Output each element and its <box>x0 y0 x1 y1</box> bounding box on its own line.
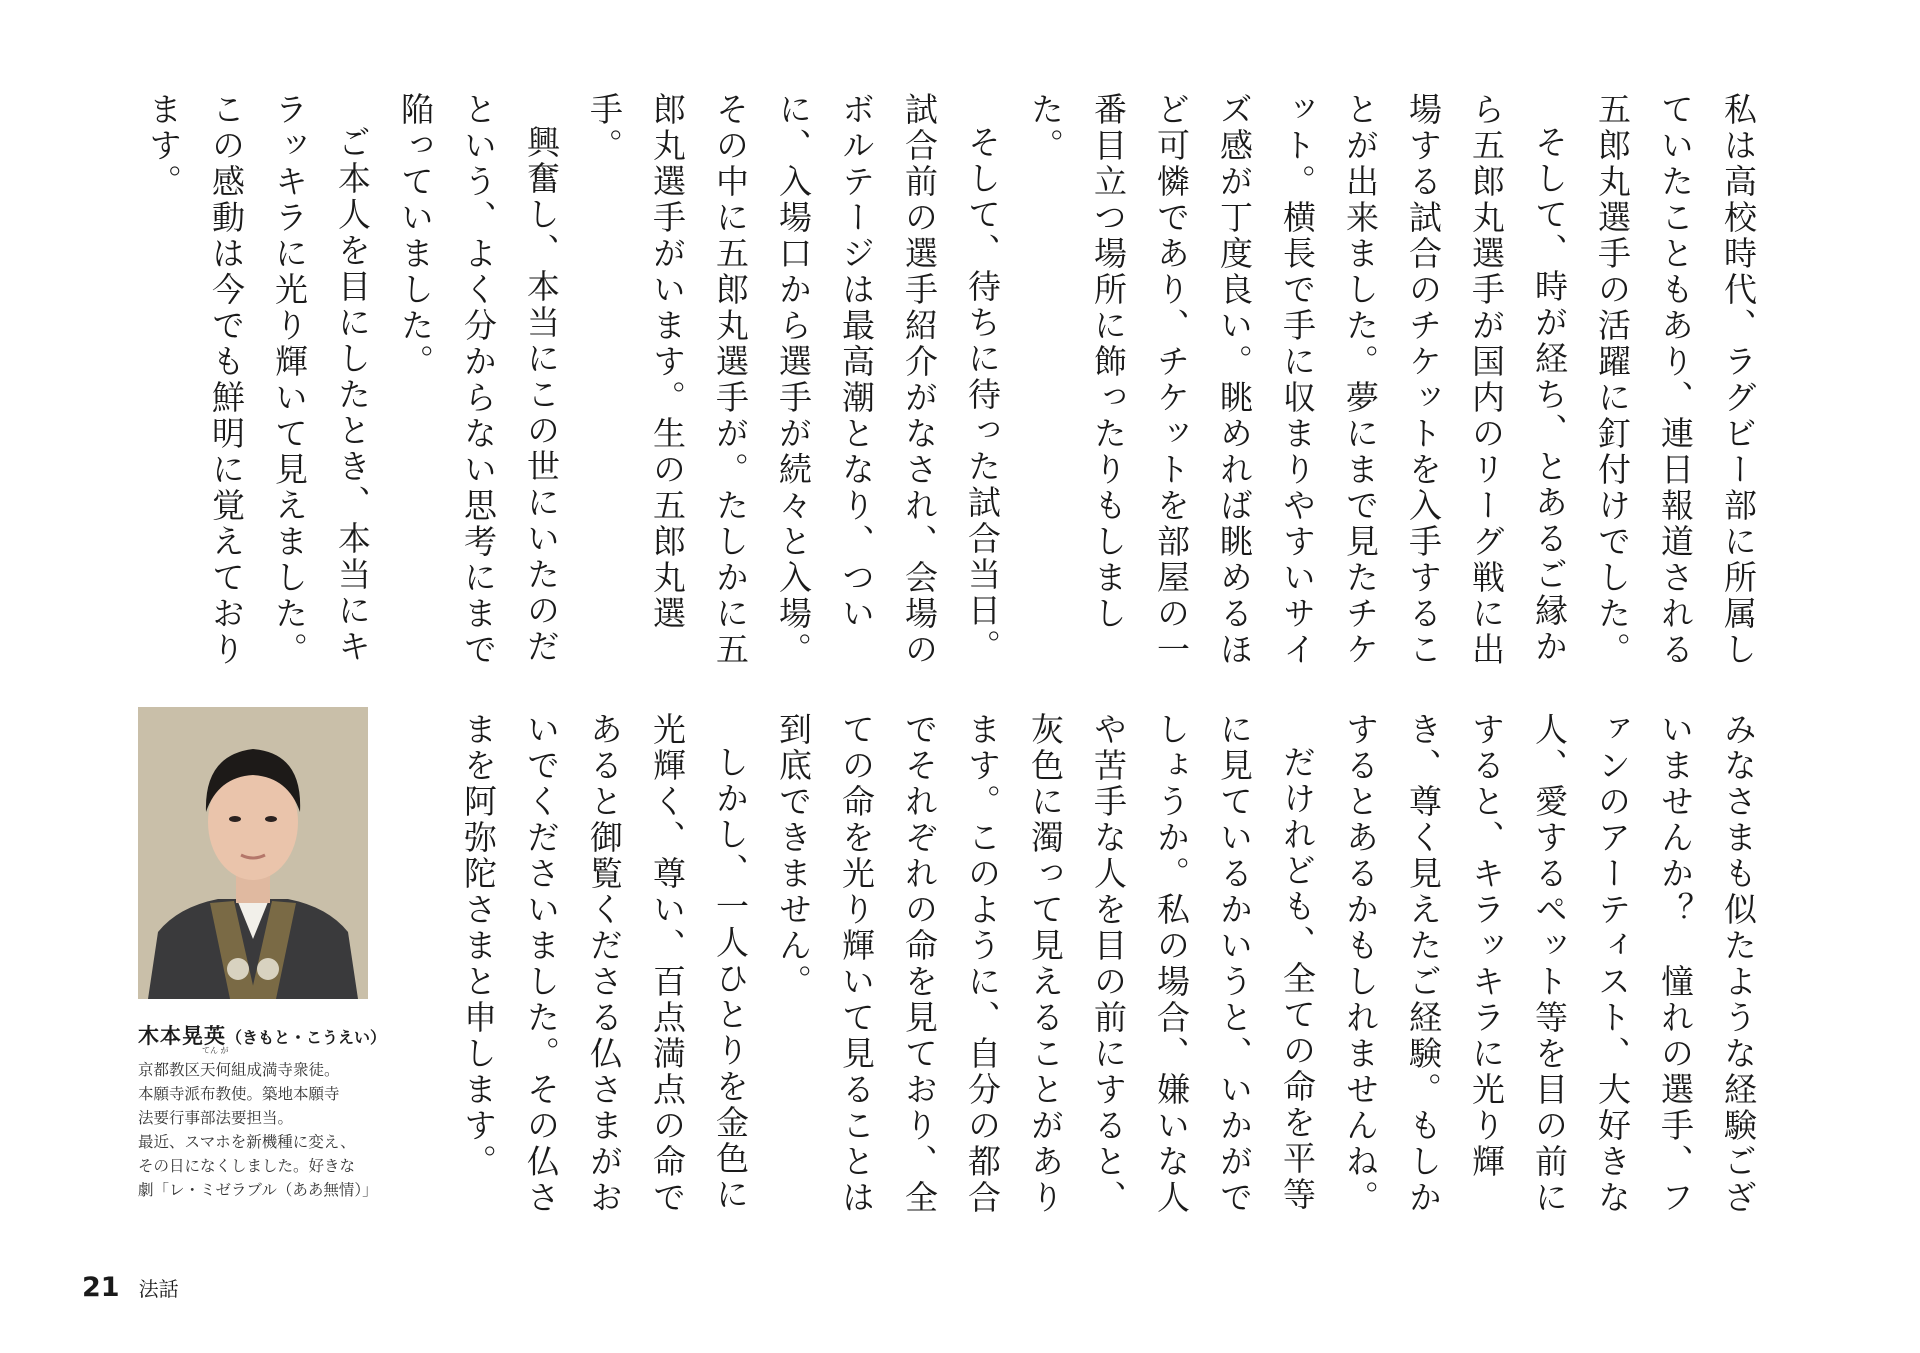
ruby-reading: てん が <box>202 1046 229 1055</box>
paragraph: 私は高校時代、ラグビー部に所属していたこともあり、連日報道される五郎丸選手の活躍に釘付けでした。 <box>1593 92 1758 668</box>
paragraph: みなさまも似たような経験ございませんか？ 憧れの選手、ファンのアーティスト、大好きな人、愛するペット等を目の前にすると、キラッキラに光り輝き、尊く見えたご経験。もしかするとあるかもしれませんね。 <box>1341 712 1758 1216</box>
bio-line: その日になくしました。好きな <box>138 1157 356 1175</box>
bio-line: 本願寺派布教使。築地本願寺 <box>138 1085 340 1103</box>
section-label: 法話 <box>138 1277 179 1301</box>
author-profile <box>138 1020 458 1202</box>
page-footer <box>82 1272 179 1303</box>
bio-line: 法要行事部法要担当。 <box>138 1109 294 1127</box>
page-number: 21 <box>82 1272 120 1303</box>
bio-line: 最近、スマホを新機種に変え、 <box>138 1133 356 1151</box>
bio-line: 劇「レ・ミゼラブル（ああ無情）」 <box>138 1181 378 1199</box>
article-text-upper <box>130 92 1770 672</box>
ruby-term <box>200 1046 232 1082</box>
author-reading: （きもと・こうえい） <box>226 1028 387 1047</box>
bio-text: 京都教区 <box>138 1061 201 1079</box>
ruby-base: 天何 <box>200 1061 232 1079</box>
paragraph: 興奮し、本当にこの世にいたのだという、よく分からない思考にまで陥っていました。 <box>396 92 561 668</box>
author-portrait-illustration <box>138 707 368 999</box>
paragraph: そして、時が経ち、とあるご縁から五郎丸選手が国内のリーグ戦に出場する試合のチケットを入手することが出来ました。夢にまで見たチケット。横長で手に収まりやすいサイズ感が丁度良い。眺めれば眺めるほど可憐であり、チケットを部屋の一番目立つ場所に飾ったりもしました。 <box>1026 92 1569 668</box>
author-heading <box>138 1020 458 1050</box>
paragraph: しかし、一人ひとりを金色に光輝く、尊い、百点満点の命であると御覧くださる仏さまがおいでくださいました。その仏さまを阿弥陀さまと申します。 <box>459 712 750 1216</box>
bio-line <box>138 1046 458 1082</box>
paragraph: ご本人を目にしたとき、本当にキラッキラに光り輝いて見えました。この感動は今でも鮮明に覚えております。 <box>144 92 372 668</box>
author-photo <box>138 707 368 999</box>
bio-text: 組成満寺衆徒。 <box>231 1061 340 1079</box>
author-bio <box>138 1046 458 1202</box>
author-name: 木本晃英 <box>138 1024 226 1048</box>
paragraph: そして、待ちに待った試合当日。試合前の選手紹介がなされ、会場のボルテージは最高潮となり、ついに、入場口から選手が続々と入場。その中に五郎丸選手が。たしかに五郎丸選手がいます。生の五郎丸選手。 <box>585 92 1002 668</box>
article-text-lower <box>459 712 1770 1232</box>
paragraph: だけれども、全ての命を平等に見ているかいうと、いかがでしょうか。私の場合、嫌いな人や苦手な人を目の前にすると、灰色に濁って見えることがあります。このように、自分の都合でそれぞれの命を見ており、全ての命を光り輝いて見ることは到底できません。 <box>774 712 1317 1216</box>
